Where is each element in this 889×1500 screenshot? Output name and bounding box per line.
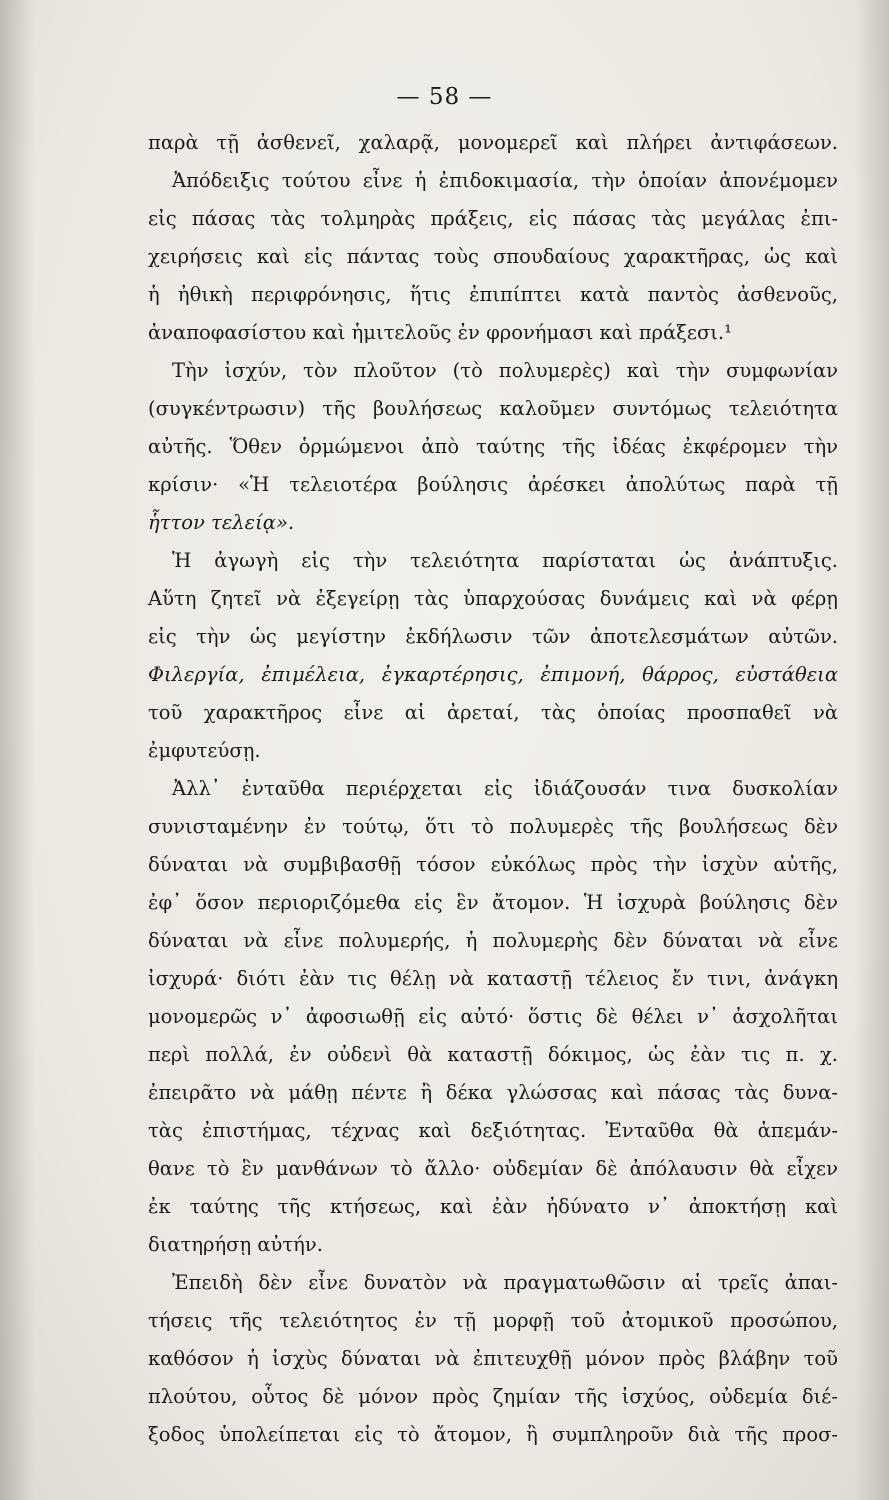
- text-line: χειρήσεις καὶ εἰς πάντας τοὺς σπουδαίους χαρακτῆρας, ὡς καὶ: [148, 245, 838, 268]
- text-line: κρίσιν· «Ἡ τελειοτέρα βούλησις ἀρέσκει ἀπολύτως παρὰ τῇ: [148, 473, 838, 496]
- text-line: τοῦ χαρακτῆρος εἶνε αἱ ἀρεταί, τὰς ὁποίας προσπαθεῖ νὰ: [148, 701, 838, 724]
- text-line: ἀναποφασίστου καὶ ἡμιτελοῦς ἐν φρονήμασι καὶ πράξεσι.¹: [148, 321, 732, 344]
- text-line: ἐμφυτεύσῃ.: [148, 739, 261, 762]
- text-line: παρὰ τῇ ἀσθενεῖ, χαλαρᾷ, μονομερεῖ καὶ πλήρει ἀντιφάσεων.: [148, 131, 838, 154]
- text-line: τήσεις τῆς τελειότητος ἐν τῇ μορφῇ τοῦ ἀτομικοῦ προσώπου,: [148, 1309, 838, 1332]
- text-line: Αὕτη ζητεῖ νὰ ἐξεγείρῃ τὰς ὑπαρχούσας δυνάμεις καὶ νὰ φέρῃ: [148, 587, 838, 610]
- text-line: Τὴν ἰσχύν, τὸν πλοῦτον (τὸ πολυμερὲς) καὶ τὴν συμφωνίαν: [172, 359, 838, 382]
- text-line: εἰς πάσας τὰς τολμηρὰς πράξεις, εἰς πάσας τὰς μεγάλας ἐπι-: [148, 207, 838, 230]
- text-line: δύναται νὰ εἶνε πολυμερής, ἡ πολυμερὴς δὲν δύναται νὰ εἶνε: [148, 929, 838, 952]
- text-line: πλούτου, οὗτος δὲ μόνον πρὸς ζημίαν τῆς ἰσχύος, οὐδεμία διέ-: [148, 1385, 838, 1408]
- text-line: Ἀλλ᾽ ἐνταῦθα περιέρχεται εἰς ἰδιάζουσάν τινα δυσκολίαν: [172, 777, 838, 800]
- text-line: τὰς ἐπιστήμας, τέχνας καὶ δεξιότητας. Ἐνταῦθα θὰ ἀπεμάν-: [148, 1119, 838, 1142]
- text-line: διατηρήσῃ αὐτήν.: [148, 1233, 323, 1256]
- text-line: ἡ ἠθικὴ περιφρόνησις, ἥτις ἐπιπίπτει κατὰ παντὸς ἀσθενοῦς,: [148, 283, 838, 306]
- text-line: εἰς τὴν ὡς μεγίστην ἐκδήλωσιν τῶν ἀποτελεσμάτων αὐτῶν.: [148, 625, 838, 648]
- text-line: ἧττον τελείᾳ».: [148, 511, 295, 534]
- text-line: ἐπειρᾶτο νὰ μάθῃ πέντε ἢ δέκα γλώσσας καὶ πάσας τὰς δυνα-: [148, 1081, 838, 1104]
- page-number: — 58 —: [396, 84, 493, 110]
- text-line: συνισταμένην ἐν τούτῳ, ὅτι τὸ πολυμερὲς τῆς βουλήσεως δὲν: [148, 815, 838, 838]
- text-line: ξοδος ὑπολείπεται εἰς τὸ ἄτομον, ἢ συμπληροῦν διὰ τῆς προσ-: [148, 1423, 838, 1446]
- text-line: καθόσον ἡ ἰσχὺς δύναται νὰ ἐπιτευχθῇ μόνον πρὸς βλάβην τοῦ: [148, 1347, 838, 1370]
- text-line: Φιλεργία, ἐπιμέλεια, ἐγκαρτέρησις, ἐπιμονή, θάρρος, εὐστάθεια: [148, 663, 838, 686]
- text-line: μονομερῶς ν᾽ ἀφοσιωθῇ εἰς αὐτό· ὅστις δὲ θέλει ν᾽ ἀσχολῆται: [148, 1005, 838, 1028]
- text-line: ἐκ ταύτης τῆς κτήσεως, καὶ ἐὰν ἠδύνατο ν᾽ ἀποκτήσῃ καὶ: [148, 1195, 838, 1218]
- text-line: Ἡ ἀγωγὴ εἰς τὴν τελειότητα παρίσταται ὡς ἀνάπτυξις.: [172, 549, 838, 572]
- text-line: (συγκέντρωσιν) τῆς βουλήσεως καλοῦμεν συντόμως τελειότητα: [148, 397, 838, 420]
- text-line: Ἀπόδειξις τούτου εἶνε ἡ ἐπιδοκιμασία, τὴν ὁποίαν ἀπονέμομεν: [172, 169, 838, 192]
- text-line: περὶ πολλά, ἐν οὐδενὶ θὰ καταστῇ δόκιμος, ὡς ἐὰν τις π. χ.: [148, 1043, 838, 1066]
- body-text: [0, 128, 889, 1446]
- text-line: ἰσχυρά· διότι ἐὰν τις θέλῃ νὰ καταστῇ τέλειος ἔν τινι, ἀνάγκη: [148, 967, 838, 990]
- text-line: ἐφ᾽ ὅσον περιοριζόμεθα εἰς ἓν ἄτομον. Ἡ ἰσχυρὰ βούλησις δὲν: [148, 891, 838, 914]
- text-line: δύναται νὰ συμβιβασθῇ τόσον εὐκόλως πρὸς τὴν ἰσχὺν αὐτῆς,: [148, 853, 838, 876]
- text-line: αὐτῆς. Ὅθεν ὁρμώμενοι ἀπὸ ταύτης τῆς ἰδέας ἐκφέρομεν τὴν: [148, 435, 838, 458]
- text-line: θανε τὸ ἓν μανθάνων τὸ ἄλλο· οὐδεμίαν δὲ ἀπόλαυσιν θὰ εἶχεν: [148, 1157, 838, 1180]
- text-line: Ἐπειδὴ δὲν εἶνε δυνατὸν νὰ πραγματωθῶσιν αἱ τρεῖς ἀπαι-: [172, 1271, 838, 1294]
